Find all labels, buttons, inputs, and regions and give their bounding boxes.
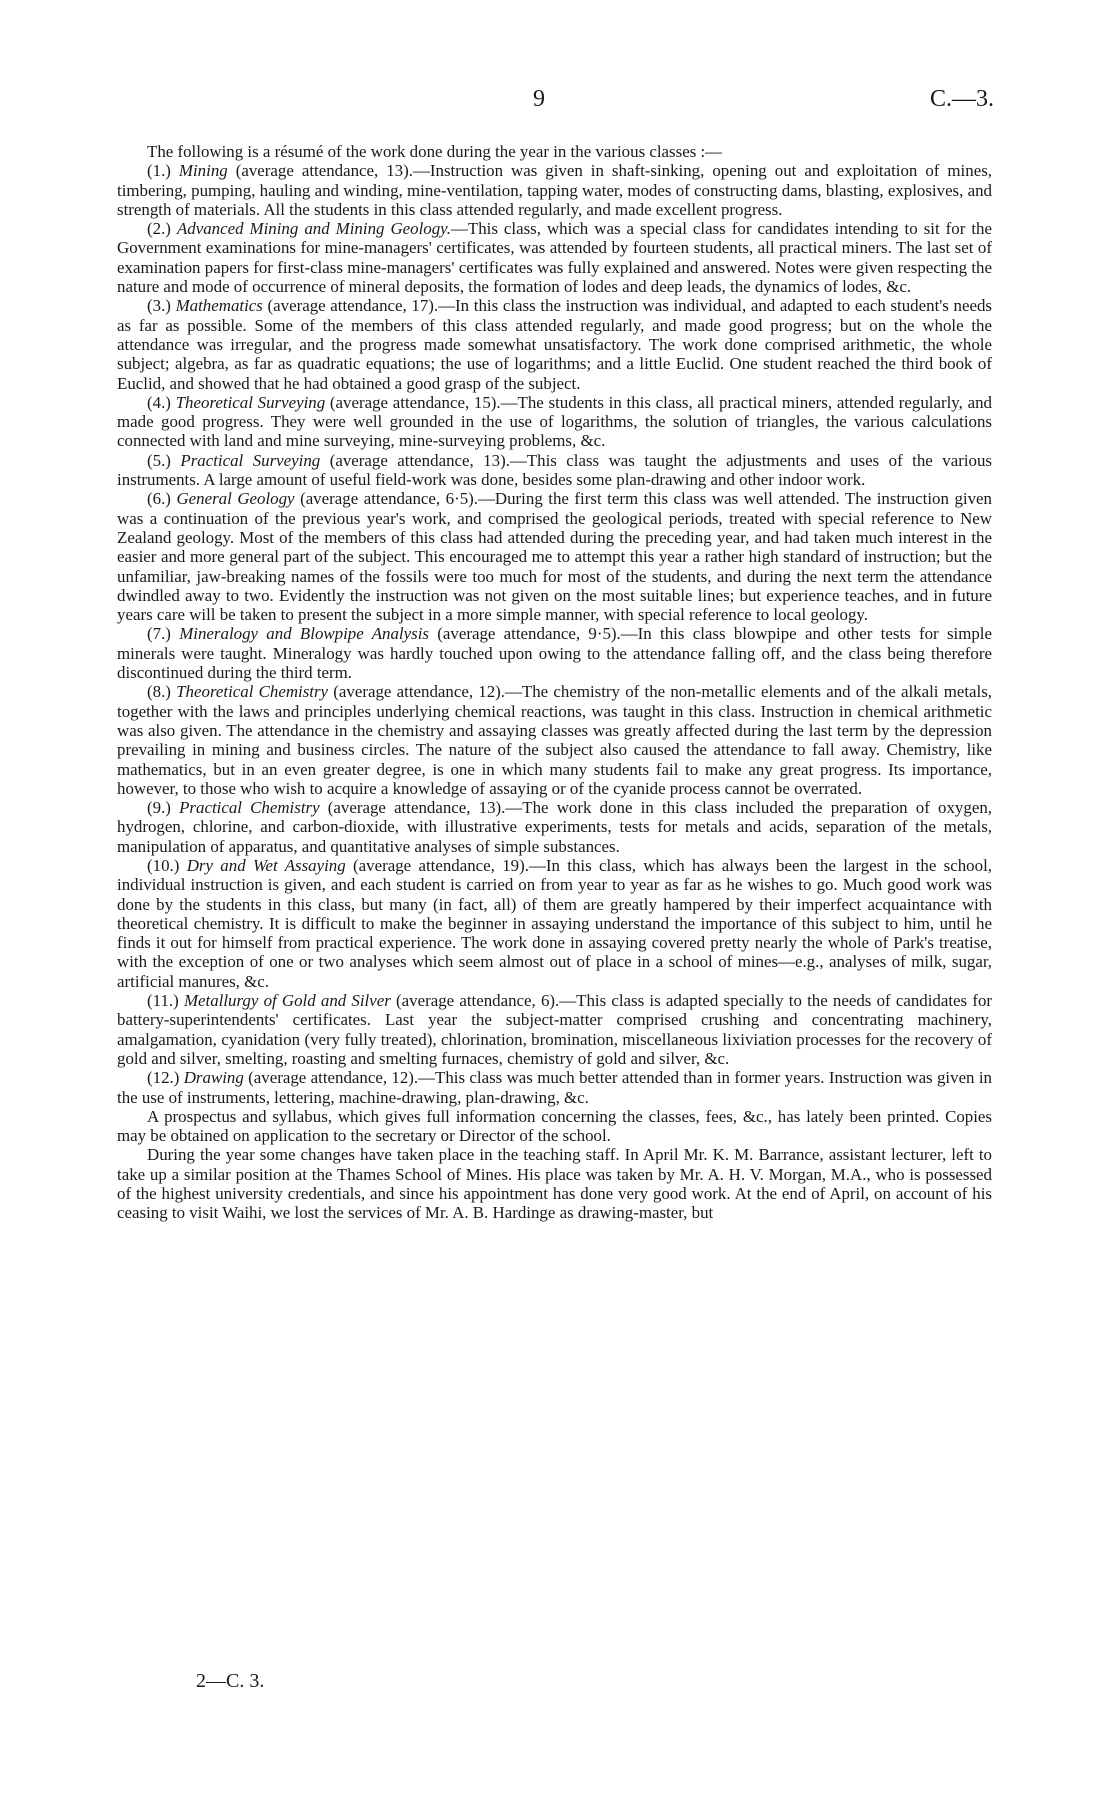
class-text: (average attendance, 15).—The students in this class, all practical miners, attended regularly, and made good progress. They were well grounded in the use of logarithms, the solution of triangles, the various calculations connected with land and mine surveying, mine-surveying problems, &c.: [117, 392, 992, 451]
class-subject: Drawing: [183, 1068, 244, 1088]
class-text: (average attendance, 12).—This class was much better attended than in former years. Instruction was given in the use of instruments, lettering, machine-drawing, plan-drawing, &c.: [117, 1068, 992, 1107]
class-number: (8.): [147, 682, 171, 702]
document-code: C.—3.: [930, 86, 995, 112]
class-paragraph-9: [117, 798, 992, 856]
footer-code: 2—C. 3.: [196, 1670, 265, 1692]
class-subject: Metallurgy of Gold and Silver: [183, 991, 391, 1011]
class-subject: Theoretical Surveying: [175, 392, 326, 412]
class-paragraph-12: [117, 1068, 992, 1107]
class-paragraph-2: [117, 219, 992, 296]
class-number: (7.): [147, 624, 171, 644]
class-text: (average attendance, 13).—Instruction was given in shaft-sinking, opening out and exploitation of mines, timbering, pumping, hauling and winding, mine-ventilation, tapping water, modes of constructing dams, blasting, explosives, and strength of materials. All the students in this class attended regularly, and made excellent progress.: [117, 161, 992, 219]
class-subject: Practical Surveying: [180, 450, 321, 470]
class-paragraph-11: [117, 991, 992, 1068]
class-subject: General Geology: [176, 489, 295, 509]
class-text: (average attendance, 17).—In this class the instruction was individual, and adapted to each student's needs as far as possible. Some of the members of this class attended regularly, and made good progress; but on the whole the attendance was irregular, and the progress made somewhat unsatisfactory. The work done comprised arithmetic, the whole subject; algebra, as far as quadratic equations; the use of logarithms; and a little Euclid. One student reached the third book of Euclid, and showed that he had obtained a good grasp of the subject.: [117, 296, 992, 393]
class-text: (average attendance, 13).—The work done in this class included the preparation of oxygen, hydrogen, chlorine, and carbon-dioxide, with illustrative experiments, tests for metals and acids, separation of the metals, manipulation of apparatus, and quantitative analyses of simple substances.: [117, 798, 992, 856]
body-text: [117, 142, 992, 1223]
class-subject: Mathematics: [175, 296, 263, 316]
class-paragraph-3: [117, 296, 992, 392]
class-text: (average attendance, 19).—In this class, which has always been the largest in the school, individual instruction is given, and each student is carried on from year to year as far as he wishes to go. Much good work was done by the students in this class, but many (in fact, all) of them are greatly hampered by their imperfect acquaintance with theoretical chemistry. It is difficult to make the beginner in assaying understand the importance of this subject to him, until he finds it out for himself from practical experience. The work done in assaying covered pretty nearly the whole of Park's treatise, with the exception of one or two analyses which seem almost out of place in a school of mines—e.g., analyses of milk, sugar, artificial manures, &c.: [117, 855, 992, 991]
page-number: 9: [533, 86, 545, 112]
class-number: (2.): [147, 219, 171, 239]
class-paragraph-8: [117, 682, 992, 798]
class-subject: Mining: [178, 161, 228, 181]
class-number: (4.): [147, 392, 171, 412]
class-paragraph-1: [117, 161, 992, 219]
class-number: (11.): [147, 991, 179, 1011]
class-number: (3.): [147, 296, 171, 316]
prospectus-paragraph: A prospectus and syllabus, which gives full information concerning the classes, fees, &c., has lately been printed. Copies may be obtained on application to the secretary or Director of the school.: [117, 1106, 992, 1146]
class-subject: Advanced Mining and Mining Geology.: [176, 219, 451, 239]
intro-paragraph: The following is a résumé of the work done during the year in the various classes :—: [147, 142, 723, 161]
class-text: (average attendance, 9·5).—In this class blowpipe and other tests for simple minerals were taught. Mineralogy was hardly touched upon owing to the attendance falling off, and the class being therefore discontinued during the third term.: [117, 624, 992, 683]
class-number: (9.): [147, 798, 171, 818]
class-paragraph-4: [117, 393, 992, 451]
class-subject: Dry and Wet Assaying: [186, 855, 346, 875]
class-subject: Theoretical Chemistry: [176, 682, 329, 702]
class-text: (average attendance, 12).—The chemistry of the non-metallic elements and of the alkali metals, together with the laws and principles underlying chemical reactions, was taught in this class. Instruction in chemical arithmetic was also given. The attendance in the chemistry and assaying classes was greatly affected during the last term by the depression prevailing in mining and business circles. The nature of the subject also caused the attendance to fall away. Chemistry, like mathematics, but in an even greater degree, is one in which many students fail to make any great progress. Its importance, however, to those who wish to acquire a knowledge of assaying or of the cyanide process cannot be overrated.: [117, 682, 993, 798]
class-text: (average attendance, 6).—This class is adapted specially to the needs of candidates for battery-superintendents' certificates. Last year the subject-matter comprised crushing and concentrating machinery, amalgamation, cyanidation (very fully treated), chlorination, bromination, miscellaneous lixiviation processes for the recovery of gold and silver, smelting, roasting and smelting furnaces, chemistry of gold and silver, &c.: [117, 991, 993, 1068]
class-number: (1.): [147, 161, 171, 181]
class-number: (6.): [147, 489, 171, 509]
class-number: (12.): [147, 1068, 180, 1088]
class-text: —This class, which was a special class for candidates intending to sit for the Government examinations for mine-managers' certificates, was attended by fourteen students, all practical miners. The last set of examination papers for first-class mine-managers' certificates was fully explained and answered. Notes were given respecting the nature and mode of occurrence of mineral deposits, the formation of lodes and deep leads, the dynamics of lodes, &c.: [117, 219, 992, 297]
class-subject: Practical Chemistry: [179, 798, 320, 818]
class-paragraph-6: [117, 489, 992, 624]
class-paragraph-7: [117, 624, 992, 682]
staff-paragraph: During the year some changes have taken place in the teaching staff. In April Mr. K. M. Barrance, assistant lecturer, left to take up a similar position at the Thames School of Mines. His place was taken by Mr. A. H. V. Morgan, M.A., who is possessed of the highest university credentials, and since his appointment has done very good work. At the end of April, on account of his ceasing to visit Waihi, we lost the services of Mr. A. B. Hardinge as drawing-master, but: [117, 1145, 992, 1223]
class-subject: Mineralogy and Blowpipe Analysis: [179, 624, 429, 644]
class-number: (10.): [147, 855, 180, 875]
class-text: (average attendance, 6·5).—During the first term this class was well attended. The instruction given was a continuation of the previous year's work, and comprised the geological periods, treated with special reference to New Zealand geology. Most of the members of this class had attended during the preceding year, and had taken much interest in the easier and more general part of the subject. This encouraged me to attempt this year a rather high standard of instruction; but the unfamiliar, jaw-breaking names of the fossils were too much for most of the students, and during the next term the attendance dwindled away to two. Evidently the instruction was not given on the most suitable lines; but experience teaches, and in future years care will be taken to present the subject in a more simple manner, with special reference to local geology.: [117, 489, 992, 625]
class-text: (average attendance, 13).—This class was taught the adjustments and uses of the various instruments. A large amount of useful field-work was done, besides some plan-drawing and other indoor work.: [117, 450, 992, 490]
class-paragraph-10: [117, 856, 992, 991]
class-number: (5.): [147, 450, 171, 470]
class-paragraph-5: [117, 451, 992, 490]
